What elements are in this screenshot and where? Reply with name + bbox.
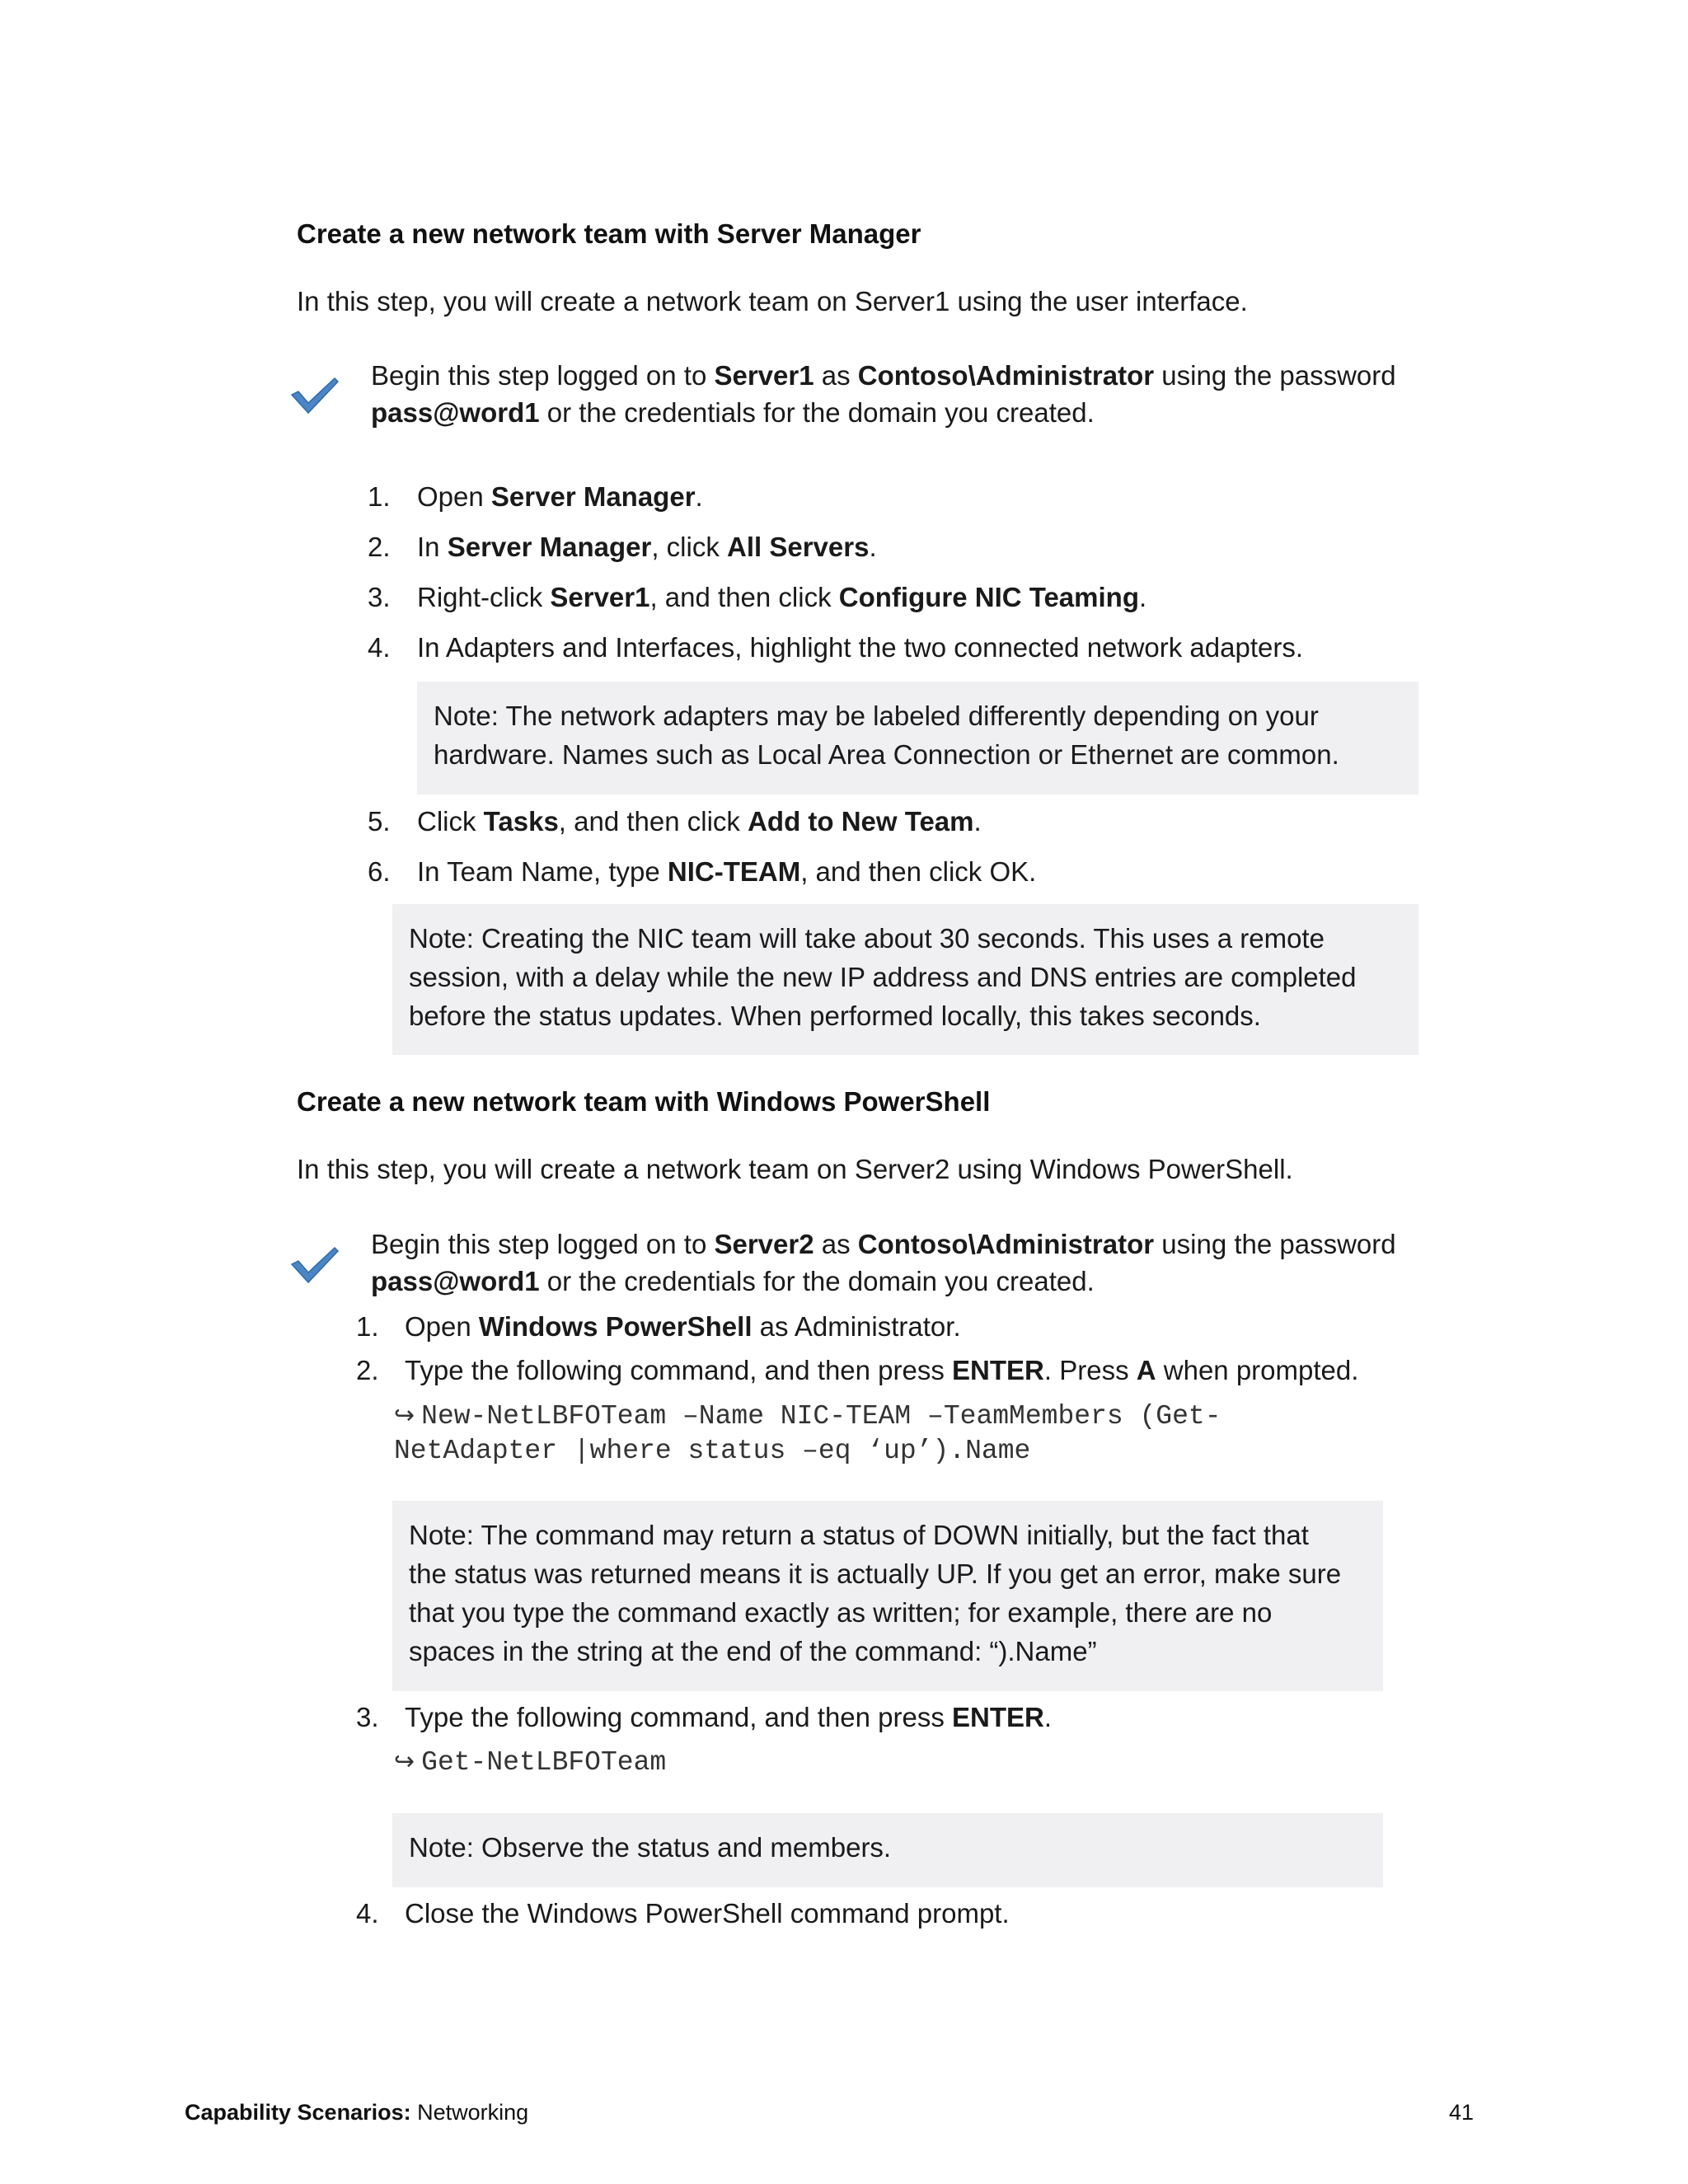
section2-heading: Create a new network team with Windows PowerShell: [297, 1086, 991, 1117]
footer-title: Capability Scenarios: Networking: [185, 2100, 529, 2125]
return-arrow-icon: ↪: [394, 1747, 415, 1776]
document-page: Create a new network team with Server Manager In this step, you will create a network team on Server1 using the user interface. Begin this step logged on to Server1 as Contoso\Administrator using the password pass@word1 or the credentials for the domain you created. 1. Open Server Manager. 2. In Server Manager, click All Servers. 3. Right-click Server1, and then click Configure NIC Teaming. 4. In Adapters and Interfaces, highlight the two connected network adapters. Note: The network adapters may be labeled differently depending on your hardware. Names such as Local Area Connection or Ethernet are common. 5. Click Tasks, and then click Add to New Team. 6. In Team Name, type NIC-TEAM, and then click OK. Note: Creating the NIC team will take about 30 seconds. This uses a remote session, with a delay while the new IP address and DNS entries are completed before the status updates. When performed locally, this takes seconds. Create a new network team with Windows PowerShell In this step, you will create a network team on Server2 using Windows PowerShell. Begin this step logged on to Server2 as Contoso\Administrator using the password pass@word1 or the credentials for the domain you created. 1. Open Windows PowerShell as Administrator. 2. Type the following command, and then press ENTER. Press A when prompted. ↪ New-NetLBFOTeam –Name NIC-TEAM –TeamMembers (Get- NetAdapter |where status –eq ‘up’).Name Note: The command may return a status of DOWN initially, but the fact that the status was returned means it is actually UP. If you get an error, make sure that you type the command exactly as written; for example, there are no spaces in the string at the end of the command: “).Name” 3. Type the following command, and then press ENTER. ↪ Get-NetLBFOTeam Note: Observe the status and members. 4. Close the Windows PowerShell command prompt. Capability Scenarios: Networking 41: [185, 218, 1475, 2125]
return-arrow-icon: ↪: [394, 1401, 415, 1430]
code-get-netlbfoteam: ↪ Get-NetLBFOTeam: [394, 1747, 667, 1778]
section1-callout: Begin this step logged on to Server1 as Contoso\Administrator using the password pass@word1 or the credentials for the domain you created.: [371, 360, 1396, 428]
section1-intro: In this step, you will create a network team on Server1 using the user interface.: [297, 286, 1248, 316]
note-status-down: Note: The command may return a status of DOWN initially, but the fact that the status was returned means it is actually UP. If you get an error, make sure that you type the command exactly as written; for example, there are no spaces in the string at the end of the command: “).Name”: [392, 1501, 1383, 1691]
section2-intro: In this step, you will create a network team on Server2 using Windows PowerShell.: [297, 1154, 1293, 1184]
section1-heading: Create a new network team with Server Manager: [297, 218, 921, 249]
code-new-netlbfoteam: ↪ New-NetLBFOTeam –Name NIC-TEAM –TeamMembers (Get- NetAdapter |where status –eq ‘up’).Name: [394, 1401, 1221, 1466]
note-adapters: Note: The network adapters may be labeled differently depending on your hardware. Names such as Local Area Connection or Ethernet are common.: [417, 682, 1418, 794]
note-nic-team-timing: Note: Creating the NIC team will take about 30 seconds. This uses a remote session, with a delay while the new IP address and DNS entries are completed before the status updates. When performed locally, this takes seconds.: [392, 904, 1418, 1055]
note-observe-status: Note: Observe the status and members.: [392, 1813, 1383, 1887]
page-number: 41: [1449, 2100, 1475, 2125]
checkmark-icon: [290, 1244, 340, 1286]
section2-callout: Begin this step logged on to Server2 as Contoso\Administrator using the password pass@word1 or the credentials for the domain you created.: [371, 1229, 1396, 1296]
checkmark-icon: [290, 375, 340, 416]
